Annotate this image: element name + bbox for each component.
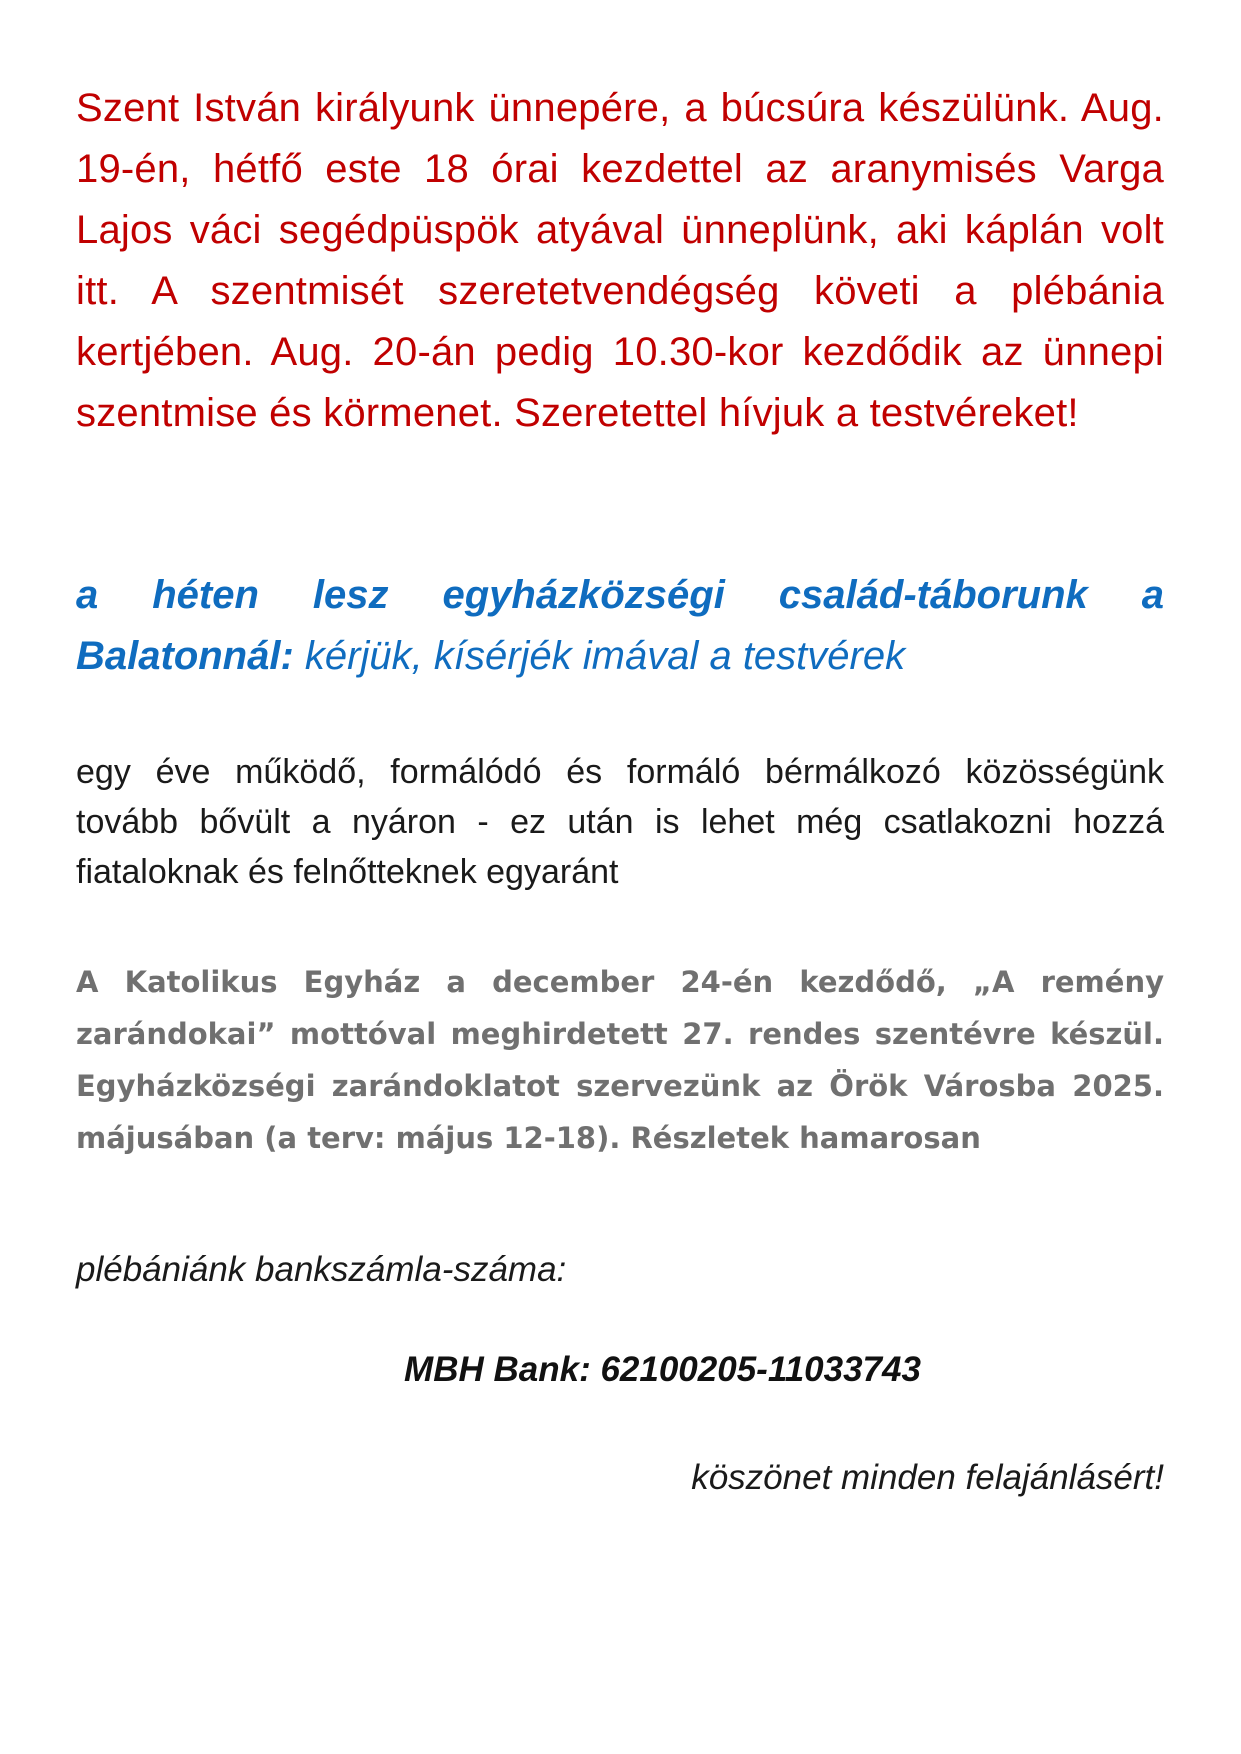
bank-account-line — [0, 1348, 1241, 1392]
family-camp-heading: a héten lesz egyházközségi család-táborunk a Balatonnál: — [76, 573, 1164, 678]
bank-account-label: plébániánk bankszámla-száma: — [76, 1250, 567, 1289]
feast-announcement: Szent István királyunk ünnepére, a búcsúra készülünk. Aug. 19-én, hétfő este 18 órai kezdettel az aranymisés Varga Lajos váci segédpüspök atyával ünneplünk, aki káplán volt itt. A szentmisét szeretetvendégség követi a plébánia kertjében. Aug. 20-án pedig 10.30-kor kezdődik az ünnepi szentmise és körmenet. Szeretettel hívjuk a testvéreket! — [76, 86, 1164, 435]
bank-account-number: MBH Bank: 62100205-11033743 — [404, 1350, 921, 1389]
thanks-note: köszönet minden felajánlásért! — [691, 1458, 1164, 1497]
family-camp-announcement — [76, 565, 1164, 687]
jubilee-pilgrimage-announcement: A Katolikus Egyház a december 24-én kezdődő, „A remény zarándokai” mottóval meghirdetett 27. rendes szentévre készül. Egyházközségi zarándoklatot szervezünk az Örök Városba 2025. májusában (a terv: május 12-18). Részletek hamarosan — [76, 965, 1164, 1155]
family-camp-request: kérjük, kísérjék imával a testvérek — [293, 634, 906, 678]
confirmation-group-announcement: egy éve működő, formálódó és formáló bérmálkozó közösségünk tovább bővült a nyáron - ez után is lehet még csatlakozni hozzá fiataloknak és felnőtteknek egyaránt — [76, 753, 1164, 891]
